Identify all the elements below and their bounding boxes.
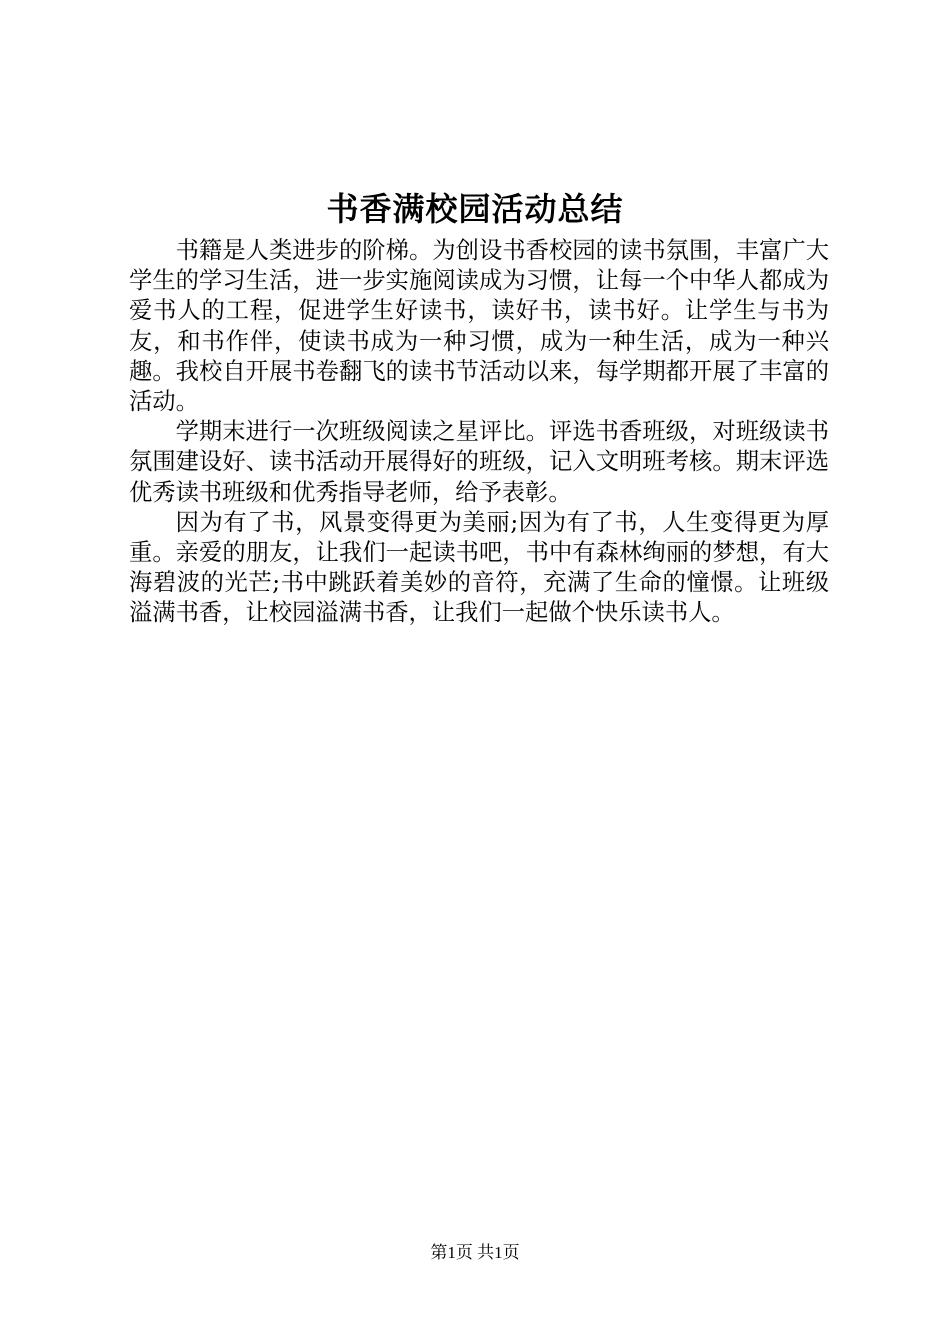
document-title: 书香满校园活动总结 <box>326 190 624 228</box>
paragraph-3: 因为有了书，风景变得更为美丽;因为有了书，人生变得更为厚重。亲爱的朋友，让我们一起读书吧，书中有森林绚丽的梦想，有大海碧波的光芒;书中跳跃着美妙的音符，充满了生命的憧憬。让班级溢满书香，让校园溢满书香，让我们一起做个快乐读书人。 <box>129 508 829 627</box>
paragraph-2: 学期末进行一次班级阅读之星评比。评选书香班级，对班级读书氛围建设好、读书活动开展得好的班级，记入文明班考核。期末评选优秀读书班级和优秀指导老师，给予表彰。 <box>129 418 829 506</box>
paragraph-1: 书籍是人类进步的阶梯。为创设书香校园的读书氛围，丰富广大学生的学习生活，进一步实施阅读成为习惯，让每一个中华人都成为爱书人的工程，促进学生好读书，读好书，读书好。让学生与书为友，和书作伴，使读书成为一种习惯，成为一种生活，成为一种兴趣。我校自开展书卷翻飞的读书节活动以来，每学期都开展了丰富的活动。 <box>129 237 829 416</box>
page-footer: 第1页 共1页 <box>430 1243 520 1262</box>
document-body <box>129 236 829 629</box>
